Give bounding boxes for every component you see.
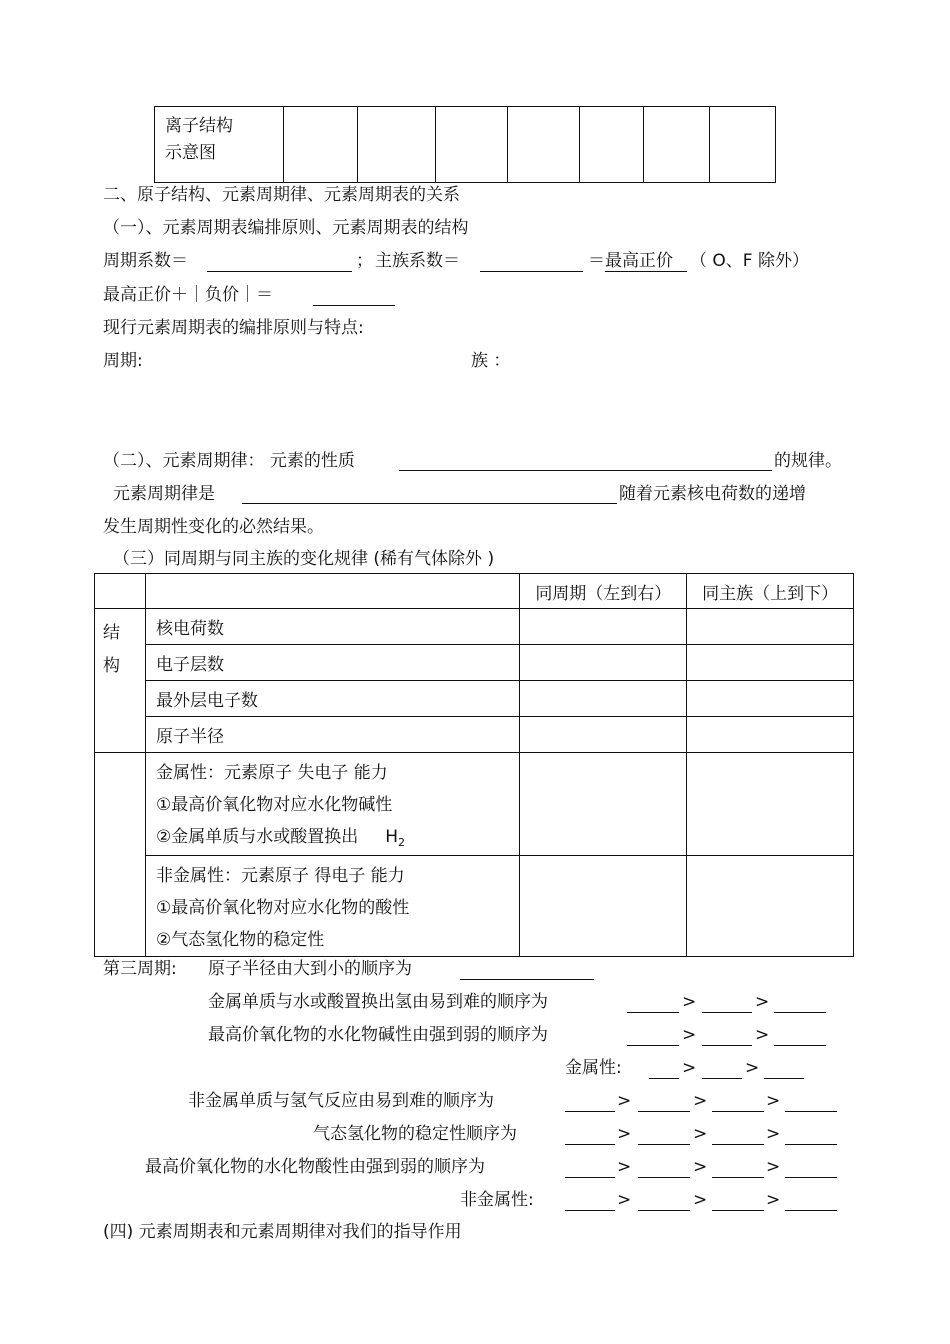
order-blank[interactable] [702,1012,752,1013]
order-blank[interactable] [785,1111,837,1112]
answer-cell[interactable] [687,856,854,957]
order-blank[interactable] [638,1210,690,1211]
ion-cell[interactable] [579,107,643,183]
order-blank[interactable] [627,1012,679,1013]
order-blank[interactable] [638,1177,690,1178]
row-label-atomic-radius: 原子半径 [145,717,519,753]
structure-label-2: 构 [103,656,120,676]
structure-label [95,609,146,753]
equals-highest: ＝最高正价 [588,251,673,271]
gt-sign: > [766,1124,781,1144]
group-count-label: 主族系数＝ [375,251,460,271]
section2-sub1: （一）、元素周期表编排原则、元素周期表的结构 [103,218,469,238]
order-blank[interactable] [785,1210,837,1211]
ion-table-label [155,107,284,183]
law-line2-prefix: 元素周期律是 [113,484,215,504]
law-line3: 发生周期性变化的必然结果。 [103,517,324,537]
ion-cell[interactable] [508,107,580,183]
order-blank[interactable] [649,1078,679,1079]
gt-sign: > [617,1157,632,1177]
highest-underline [605,271,687,272]
answer-cell[interactable] [520,856,687,957]
law-blank-1[interactable] [399,470,772,471]
metal-label: 金属性: [565,1058,622,1078]
gt-sign: > [755,992,770,1012]
radius-blank[interactable] [460,979,594,980]
order-blank[interactable] [764,1078,804,1079]
answer-cell[interactable] [687,681,854,717]
gt-sign: > [693,1124,708,1144]
trend-table [94,573,854,957]
law-line1-suffix: 的规律。 [774,451,842,471]
nonmetal-item-1: ①最高价氧化物对应水化物的酸性 [155,898,410,918]
order-blank[interactable] [774,1045,826,1046]
hydride-label: 气态氢化物的稳定性顺序为 [313,1124,517,1144]
answer-cell[interactable] [687,645,854,681]
ion-cell[interactable] [358,107,436,183]
answer-cell[interactable] [520,717,687,753]
period-label: 周期: [103,351,143,371]
order-blank[interactable] [638,1111,690,1112]
answer-cell[interactable] [687,753,854,856]
structure-label-empty [95,753,146,957]
nonmetal-label: 非金属性: [460,1190,534,1210]
order-blank[interactable] [702,1078,742,1079]
law-line2-suffix: 随着元素核电荷数的递增 [619,484,806,504]
nonmetal-block [145,856,519,957]
metal-block [145,753,519,856]
gt-sign: > [755,1025,770,1045]
row-label-nuclear-charge: 核电荷数 [145,609,519,645]
gt-sign: > [693,1157,708,1177]
ion-label-line1: 离子结构 [165,116,233,136]
ion-cell[interactable] [643,107,709,183]
order-blank[interactable] [712,1177,764,1178]
law-blank-2[interactable] [242,503,617,504]
order-blank[interactable] [627,1045,679,1046]
structure-label-1: 结 [103,623,120,643]
except-note: （ O、F 除外） [690,251,809,271]
section2-title: 二、原子结构、元素周期律、元素周期表的关系 [103,185,460,205]
ion-label-line2: 示意图 [165,143,216,163]
answer-cell[interactable] [520,645,687,681]
radius-label: 原子半径由大到小的顺序为 [208,959,412,979]
order-blank[interactable] [712,1144,764,1145]
answer-cell[interactable] [520,609,687,645]
row-label-electron-shells: 电子层数 [145,645,519,681]
gt-sign: > [682,992,697,1012]
ion-cell[interactable] [284,107,358,183]
metal-water-label: 金属单质与水或酸置换出氢由易到难的顺序为 [208,992,548,1012]
answer-cell[interactable] [520,753,687,856]
gt-sign: > [693,1190,708,1210]
header-empty [145,574,519,609]
group-count-blank[interactable] [480,271,583,272]
header-empty [95,574,146,609]
gt-sign: > [682,1025,697,1045]
order-blank[interactable] [712,1111,764,1112]
order-blank[interactable] [565,1177,615,1178]
gt-sign: > [766,1157,781,1177]
period3-label: 第三周期: [103,959,177,979]
ion-cell[interactable] [709,107,775,183]
law-line1-prefix: （二）、元素周期律： 元素的性质 [103,451,355,471]
base-label: 最高价氧化物的水化物碱性由强到弱的顺序为 [208,1025,548,1045]
principle-label: 现行元素周期表的编排原则与特点: [103,318,364,338]
metal-item-2: ②金属单质与水或酸置换出 $H_2$ [155,827,406,849]
metal-title: 金属性：元素原子 失电子 能力 [155,763,388,783]
order-blank[interactable] [638,1144,690,1145]
order-blank[interactable] [785,1144,837,1145]
nonmetal-h2-label: 非金属单质与氢气反应由易到难的顺序为 [188,1091,494,1111]
semicolon: ； [356,251,373,271]
gt-sign: > [682,1058,697,1078]
gt-sign: > [745,1058,760,1078]
section2-3-title: （三）同周期与同主族的变化规律 (稀有气体除外 ) [113,549,495,569]
highest-plus-neg-blank[interactable] [313,305,395,306]
order-blank[interactable] [565,1144,615,1145]
order-blank[interactable] [565,1111,615,1112]
row-label-outer-electrons: 最外层电子数 [145,681,519,717]
gt-sign: > [617,1091,632,1111]
gt-sign: > [766,1190,781,1210]
col-period-header: 同周期（左到右） [520,574,687,609]
highest-plus-neg: 最高正价＋｜负价｜＝ [103,285,273,305]
order-blank[interactable] [712,1210,764,1211]
group-label: 族 ： [471,351,511,371]
order-blank[interactable] [702,1045,752,1046]
period-count-blank[interactable] [207,271,352,272]
ion-structure-table [154,106,776,183]
acid-label: 最高价氧化物的水化物酸性由强到弱的顺序为 [145,1157,485,1177]
answer-cell[interactable] [520,681,687,717]
gt-sign: > [766,1091,781,1111]
order-blank[interactable] [565,1210,615,1211]
metal-item-1: ①最高价氧化物对应水化物碱性 [155,795,393,815]
answer-cell[interactable] [687,717,854,753]
ion-cell[interactable] [436,107,508,183]
nonmetal-title: 非金属性：元素原子 得电子 能力 [155,866,405,886]
gt-sign: > [617,1124,632,1144]
order-blank[interactable] [785,1177,837,1178]
gt-sign: > [617,1190,632,1210]
gt-sign: > [693,1091,708,1111]
order-blank[interactable] [774,1012,826,1013]
section2-4-title: (四) 元素周期表和元素周期律对我们的指导作用 [103,1222,462,1242]
period-count-label: 周期系数＝ [103,251,188,271]
col-group-header: 同主族（上到下） [687,574,854,609]
answer-cell[interactable] [687,609,854,645]
nonmetal-item-2: ②气态氢化物的稳定性 [155,930,325,950]
